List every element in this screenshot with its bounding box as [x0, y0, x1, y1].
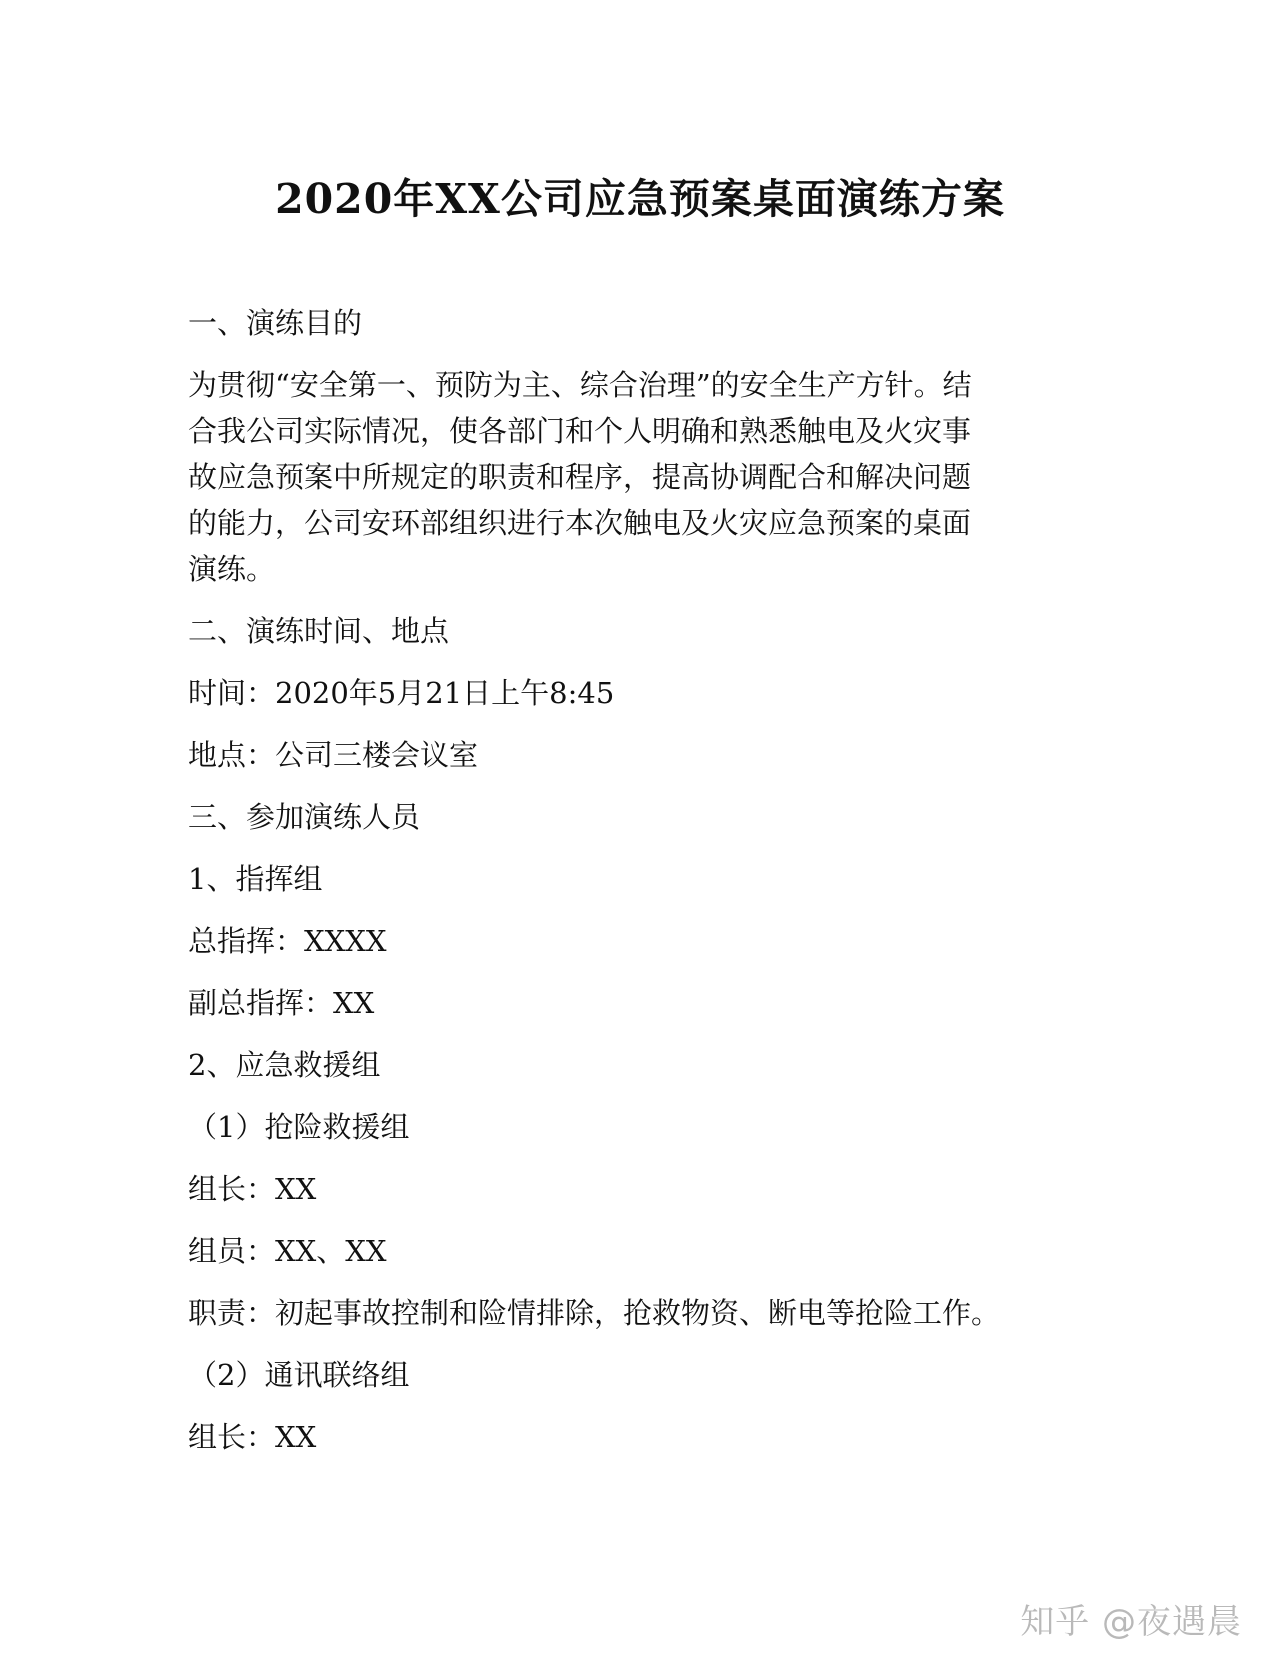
emergency-rescue-subgroup-heading: （1）抢险救援组 — [188, 1110, 410, 1144]
purpose-paragraph-line: 合我公司实际情况，使各部门和个人明确和熟悉触电及火灾事 — [188, 414, 972, 448]
purpose-paragraph-line: 的能力，公司安环部组织进行本次触电及火灾应急预案的桌面 — [188, 506, 972, 540]
section-heading-time-location: 二、演练时间、地点 — [188, 614, 450, 648]
drill-time: 时间：2020年5月21日上午8:45 — [188, 676, 615, 710]
rescue-subgroup-duty: 职责：初起事故控制和险情排除，抢救物资、断电等抢险工作。 — [188, 1296, 1001, 1330]
purpose-paragraph-line: 故应急预案中所规定的职责和程序，提高协调配合和解决问题 — [188, 460, 972, 494]
document-title: 2020年XX公司应急预案桌面演练方案 — [275, 175, 1005, 223]
watermark-text: 知乎 @夜遇晨 — [1020, 1602, 1242, 1642]
rescue-subgroup-members: 组员：XX、XX — [188, 1234, 387, 1268]
commander: 总指挥：XXXX — [188, 924, 387, 958]
purpose-paragraph-line: 演练。 — [188, 552, 276, 586]
rescue-group-heading: 2、应急救援组 — [188, 1048, 381, 1082]
drill-location: 地点：公司三楼会议室 — [188, 738, 479, 772]
deputy-commander: 副总指挥：XX — [188, 986, 375, 1020]
communication-subgroup-leader: 组长：XX — [188, 1420, 317, 1454]
command-group-heading: 1、指挥组 — [188, 862, 323, 896]
section-heading-purpose: 一、演练目的 — [188, 306, 363, 340]
purpose-paragraph-line: 为贯彻“安全第一、预防为主、综合治理”的安全生产方针。结 — [188, 368, 972, 402]
section-heading-participants: 三、参加演练人员 — [188, 800, 421, 834]
communication-subgroup-heading: （2）通讯联络组 — [188, 1358, 410, 1392]
rescue-subgroup-leader: 组长：XX — [188, 1172, 317, 1206]
purpose-paragraph — [188, 362, 1088, 592]
document-body — [188, 300, 1088, 1476]
